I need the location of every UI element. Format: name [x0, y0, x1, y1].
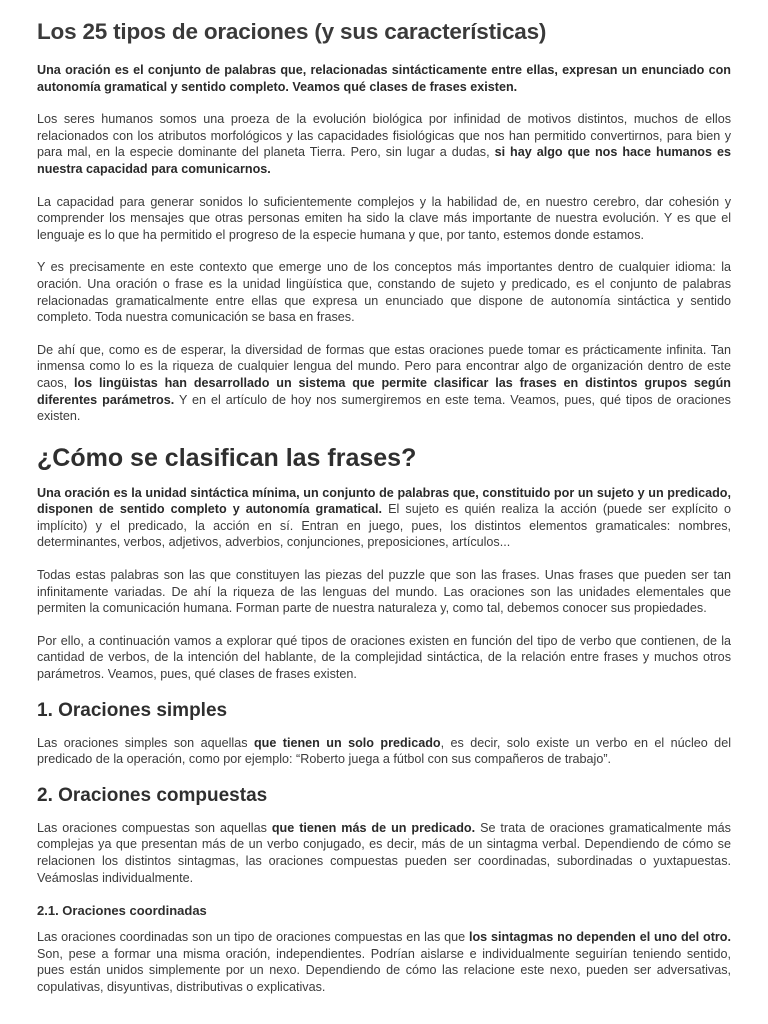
paragraph-text: El sujeto es quién realiza la acción (puede ser explícito o implícito) y el predicado, la acción en sí. Entran en juego, pues, los distintos elementos gramaticales: nombres, determinantes, verbos, adjetivos, adverbios, conjunciones, preposiciones, artículos... — [37, 502, 732, 550]
article-title: Los 25 tipos de oraciones (y sus características) — [37, 19, 547, 44]
paragraph-bold-text: que tienen un solo predicado — [253, 735, 441, 750]
paragraph-text: Las oraciones simples son aquellas — [37, 735, 254, 750]
paragraph-text: , es decir, solo existe un verbo en el núcleo del predicado de la operación, como por ejemplo: “Roberto juega a fútbol con sus compañeros de trabajo”. — [37, 735, 731, 767]
paragraph: La capacidad para generar sonidos lo suficientemente complejos y la habilidad de, en nuestro cerebro, dar cohesión y comprender los mensajes que otras personas emiten ha sido la clave más importante de nuestra evolución. Y es que el lenguaje es lo que ha permitido el progreso de la especie humana y que, por tanto, estemos donde estamos. — [37, 194, 731, 242]
paragraph-bold-text: que tienen más de un predicado. — [271, 820, 476, 835]
paragraph — [37, 929, 731, 995]
paragraph-text: Son, pese a formar una misma oración, independientes. Podrían aislarse e individualmente seguirían teniendo sentido, pues están unidos simplemente por un nexo. Dependiendo de cómo las relacione este nexo, pueden ser adversativas, copulativas, disyuntivas, distributivas o explicativas. — [37, 946, 731, 994]
paragraph — [37, 111, 731, 177]
article-intro: Una oración es el conjunto de palabras que, relacionadas sintácticamente entre ellas, expresan un enunciado con autonomía gramatical y sentido completo. Veamos qué clases de frases existen. — [37, 63, 731, 94]
paragraph: Y es precisamente en este contexto que emerge uno de los conceptos más importantes dentro de cualquier idioma: la oración. Una oración o frase es la unidad lingüística que, constando de sujeto y predicado, es el conjunto de palabras relacionadas gramaticalmente entre ellas que expresa un enunciado que dispone de autonomía sintáctica y sentido completo. Toda nuestra comunicación se basa en frases. — [37, 260, 731, 325]
paragraph-bold-text: Una oración es la unidad sintáctica mínima, un conjunto de palabras que, constituido por un sujeto y un predicado, disponen de sentido completo y autonomía gramatical. — [37, 485, 731, 517]
paragraph-text: Se trata de oraciones gramaticalmente más complejas ya que presentan más de un verbo conjugado, es decir, más de un sintagma verbal. Dependiendo de cómo se relacionen los distintos sintagmas, las oraciones compuestas pueden ser coordinadas, subordinadas o yuxtapuestas. Veámoslas individualmente. — [37, 820, 731, 885]
paragraph-text: Las oraciones compuestas son aquellas — [37, 820, 272, 835]
paragraph — [37, 485, 731, 551]
paragraph-text: Los seres humanos somos una proeza de la evolución biológica por infinidad de motivos distintos, muchos de ellos relacionados con los atributos morfológicos y las capacidades fisiológicas que nos han permitido convertirnos, para bien y para mal, en la especie dominante del planeta Tierra. Pero, sin lugar a dudas, — [37, 112, 731, 160]
section-heading: ¿Cómo se clasifican las frases? — [37, 443, 417, 472]
paragraph-bold-text: si hay algo que nos hace humanos es nuestra capacidad para comunicarnos. — [37, 145, 731, 176]
paragraph-text: Las oraciones coordinadas son un tipo de oraciones compuestas en las que — [37, 930, 469, 945]
paragraph — [37, 820, 731, 886]
paragraph-text: Y en el artículo de hoy nos sumergiremos en este tema. Veamos, pues, qué tipos de oraciones existen. — [37, 392, 731, 424]
subsection-heading-coordinadas: 2.1. Oraciones coordinadas — [37, 903, 207, 919]
paragraph: Todas estas palabras son las que constituyen las piezas del puzzle que son las frases. Unas frases que pueden ser tan infinitamente variadas. De ahí la riqueza de las lenguas del mundo. Las oraciones son las unidades elementales que permiten la comunicación humana. Forman parte de nuestra naturaleza y, como tal, debemos conocer sus propiedades. — [37, 568, 731, 616]
subsection-heading-compuestas: 2. Oraciones compuestas — [37, 784, 268, 806]
subsection-heading-simples: 1. Oraciones simples — [37, 699, 228, 721]
paragraph: Por ello, a continuación vamos a explorar qué tipos de oraciones existen en función del tipo de verbo que contienen, de la cantidad de verbos, de la intención del hablante, de la complejidad sintáctica, de la relación entre frases y muchos otros parámetros. Veamos, pues, qué clases de frases existen. — [37, 633, 731, 682]
paragraph-bold-text: los lingüistas han desarrollado un sistema que permite clasificar las frases en distintos grupos según diferentes parámetros. — [37, 375, 731, 407]
paragraph — [37, 735, 731, 768]
paragraph — [37, 342, 731, 425]
paragraph-bold-text: los sintagmas no dependen el uno del otro. — [468, 930, 731, 945]
paragraph-text: De ahí que, como es de esperar, la diversidad de formas que estas oraciones puede tomar es prácticamente infinita. Tan inmensa como lo es la riqueza de cualquier lengua del mundo. Pero para encontrar algo de organización dentro de este caos, — [37, 342, 731, 390]
